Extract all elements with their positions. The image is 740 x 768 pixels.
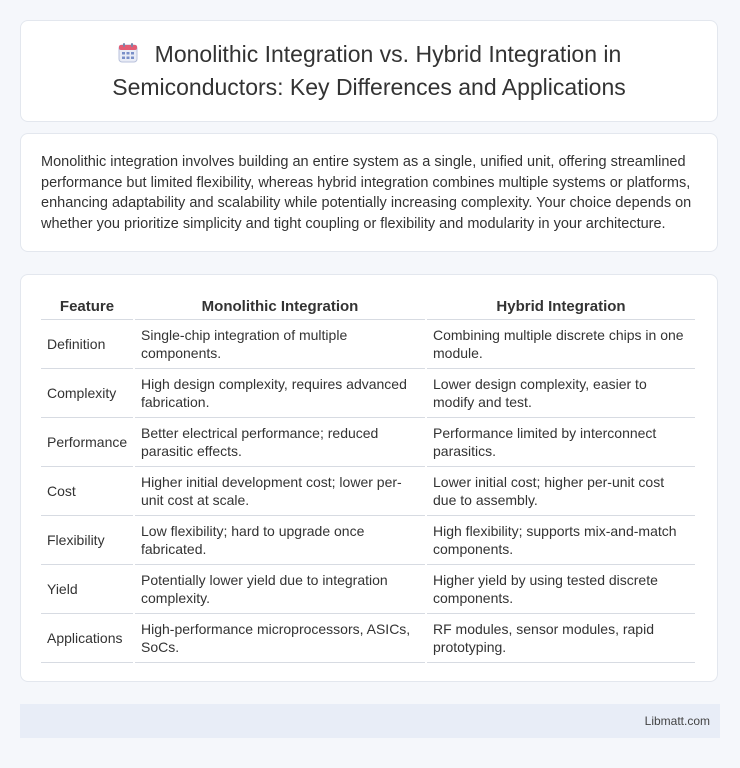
feature-cell: Flexibility	[41, 516, 133, 565]
comparison-table	[39, 294, 697, 663]
monolithic-cell: High design complexity, requires advanced fabrication.	[135, 369, 425, 418]
feature-cell: Definition	[41, 320, 133, 369]
table-row	[41, 565, 695, 614]
header-hybrid: Hybrid Integration	[427, 294, 695, 320]
header-monolithic: Monolithic Integration	[135, 294, 425, 320]
monolithic-cell: Higher initial development cost; lower per-unit cost at scale.	[135, 467, 425, 516]
monolithic-cell: Better electrical performance; reduced parasitic effects.	[135, 418, 425, 467]
hybrid-cell: Higher yield by using tested discrete components.	[427, 565, 695, 614]
monolithic-cell: Low flexibility; hard to upgrade once fabricated.	[135, 516, 425, 565]
header-feature: Feature	[41, 294, 133, 320]
footer	[20, 704, 720, 738]
hybrid-cell: Combining multiple discrete chips in one module.	[427, 320, 695, 369]
hybrid-cell: Lower design complexity, easier to modify and test.	[427, 369, 695, 418]
hybrid-cell: Performance limited by interconnect parasitics.	[427, 418, 695, 467]
intro-paragraph: Monolithic integration involves building an entire system as a single, unified unit, offering streamlined performance but limited flexibility, whereas hybrid integration combines multiple systems or platforms, enhancing adaptability and scalability while potentially increasing complexity. Your choice depends on whether you prioritize simplicity and tight coupling or flexibility and modularity in your architecture.	[41, 154, 692, 232]
calendar-icon	[117, 42, 139, 64]
title-card	[20, 20, 718, 122]
monolithic-cell: Single-chip integration of multiple components.	[135, 320, 425, 369]
monolithic-cell: Potentially lower yield due to integration complexity.	[135, 565, 425, 614]
hybrid-cell: Lower initial cost; higher per-unit cost due to assembly.	[427, 467, 695, 516]
monolithic-cell: High-performance microprocessors, ASICs, SoCs.	[135, 614, 425, 663]
table-header-row	[41, 294, 695, 320]
page-title	[21, 38, 717, 104]
table-row	[41, 516, 695, 565]
feature-cell: Complexity	[41, 369, 133, 418]
intro-card	[20, 133, 718, 252]
table-row	[41, 418, 695, 467]
title-label: Monolithic Integration vs. Hybrid Integration in Semiconductors: Key Differences and Applications	[112, 41, 626, 100]
hybrid-cell: RF modules, sensor modules, rapid prototyping.	[427, 614, 695, 663]
table-row	[41, 467, 695, 516]
feature-cell: Cost	[41, 467, 133, 516]
table-row	[41, 369, 695, 418]
hybrid-cell: High flexibility; supports mix-and-match components.	[427, 516, 695, 565]
table-row	[41, 614, 695, 663]
feature-cell: Applications	[41, 614, 133, 663]
comparison-card	[20, 274, 718, 682]
footer-brand[interactable]: Libmatt.com	[644, 714, 710, 728]
table-row	[41, 320, 695, 369]
feature-cell: Yield	[41, 565, 133, 614]
feature-cell: Performance	[41, 418, 133, 467]
